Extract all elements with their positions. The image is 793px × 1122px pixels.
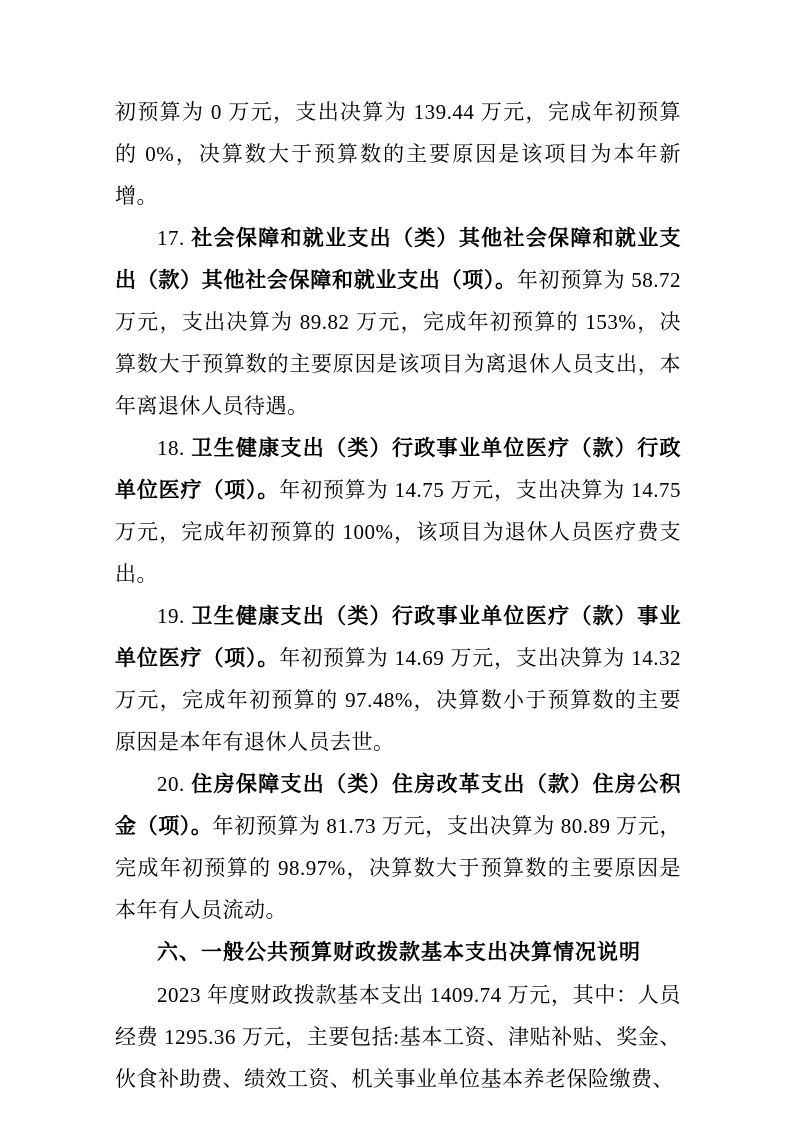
section-6-heading — [115, 931, 681, 974]
bold-text-segment: 卫生健康支出（类）行政事业单位医疗（款）事业单位医疗（项）。 — [115, 604, 681, 670]
text-segment: 年初预算为 81.73 万元，支出决算为 80.89 万元，完成年初预算的 98.97%，决算数大于预算数的主要原因是本年有人员流动。 — [115, 814, 682, 922]
bold-text-segment: 六、一般公共预算财政拨款基本支出决算情况说明 — [157, 941, 641, 964]
bold-text-segment: 社会保障和就业支出（类）其他社会保障和就业支出（款）其他社会保障和就业支出（项）。 — [115, 226, 681, 292]
text-segment: 2023 年度财政拨款基本支出 1409.74 万元，其中：人员经费 1295.36 万元，主要包括:基本工资、津贴补贴、奖金、伙食补助费、绩效工资、机关事业单位基本养老保险缴费、 — [115, 983, 681, 1091]
bold-text-segment: 住房保障支出（类）住房改革支出（款）住房公积金（项）。 — [115, 772, 681, 838]
text-segment: 19. — [157, 604, 192, 628]
item-20-paragraph — [115, 763, 681, 931]
text-segment: 年初预算为 58.72 万元，支出决算为 89.82 万元，完成年初预算的 153%，决算数大于预算数的主要原因是该项目为离退休人员支出，本年离退休人员待遇。 — [115, 268, 682, 418]
item-17-paragraph — [115, 217, 681, 427]
text-segment: 18. — [157, 436, 192, 460]
text-segment: 17. — [157, 226, 192, 250]
item-18-paragraph — [115, 427, 681, 595]
document-body — [115, 91, 681, 1100]
text-segment: 20. — [157, 772, 192, 796]
bold-text-segment: 卫生健康支出（类）行政事业单位医疗（款）行政单位医疗（项）。 — [115, 436, 681, 502]
basic-expenditure-paragraph — [115, 974, 681, 1100]
text-segment: 初预算为 0 万元，支出决算为 139.44 万元，完成年初预算的 0%，决算数大于预算数的主要原因是该项目为本年新增。 — [115, 100, 681, 208]
text-segment: 年初预算为 14.75 万元，支出决算为 14.75 万元，完成年初预算的 100%，该项目为退休人员医疗费支出。 — [115, 478, 681, 586]
text-segment: 年初预算为 14.69 万元，支出决算为 14.32 万元，完成年初预算的 97.48%，决算数小于预算数的主要原因是本年有退休人员去世。 — [115, 646, 681, 754]
continuation-paragraph — [115, 91, 681, 217]
item-19-paragraph — [115, 595, 681, 763]
